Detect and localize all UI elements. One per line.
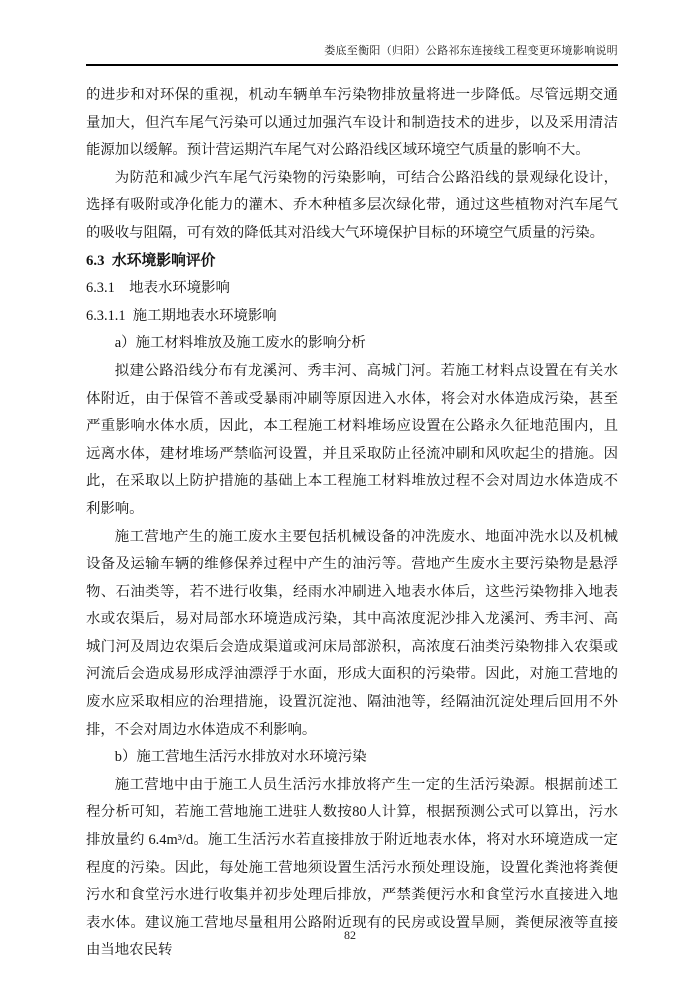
- paragraph-domestic-sewage: 施工营地中由于施工人员生活污水排放将产生一定的生活污染源。根据前述工程分析可知，若施工营地施工进驻人数按80人计算，根据预测公式可以算出，污水排放量约 6.4m³/d。施工生活污水若直接排放于附近地表水体，将对水环境造成一定程度的污染。因此，每处施工营地须设置生活污水预处理设施，设置化粪池将粪便污水和食堂污水进行收集并初步处理后排放，严禁粪便污水和食堂污水直接进入地表水体。建议施工营地尽量租用公路附近现有的民房或设置旱厕，粪便尿液等直接由当地农民转: [86, 776, 618, 959]
- paragraph-greening-mitigation: 为防范和减少汽车尾气污染物的污染影响，可结合公路沿线的景观绿化设计，选择有吸附或净化能力的灌木、乔木种植多层次绿化带，通过这些植物对汽车尾气的吸收与阻隔，可有效的降低其对沿线大气环境保护目标的环境空气质量的污染。: [86, 169, 618, 241]
- paragraph-construction-wastewater: 施工营地产生的施工废水主要包括机械设备的冲洗废水、地面冲洗水以及机械设备及运输车辆的维修保养过程中产生的油污等。营地产生废水主要污染物是悬浮物、石油类等，若不进行收集，经雨水冲刷进入地表水体后，这些污染物排入地表水或农渠后，易对局部水环境造成污染，其中高浓度泥沙排入龙溪河、秀丰河、高城门河及周边农渠后会造成渠道或河床局部淤积，高浓度石油类污染物排入农渠或河流后会造成易形成浮油漂浮于水面，形成大面积的污染带。因此，对施工营地的废水应采取相应的治理措施，设置沉淀池、隔油池等，经隔油沉淀处理后回用不外排，不会对周边水体造成不利影响。: [86, 528, 618, 738]
- section-heading-6-3-1-1: 6.3.1.1 施工期地表水环境影响: [86, 307, 277, 324]
- section-heading-6-3-1: 6.3.1 地表水环境影响: [86, 280, 230, 297]
- section-heading-6-3: 6.3 水环境影响评价: [86, 252, 216, 269]
- page-number: 82: [344, 928, 356, 942]
- paragraph-air-impact-continuation: 的进步和对环保的重视，机动车辆单车污染物排放量将进一步降低。尽管远期交通量加大，但汽车尾气污染可以通过加强汽车设计和制造技术的进步，以及采用清洁能源加以缓解。预计营运期汽车尾气对公路沿线区域环境空气质量的影响不大。: [86, 87, 618, 159]
- paragraph-material-stockpile: 拟建公路沿线分布有龙溪河、秀丰河、高城门河。若施工材料点设置在有关水体附近，由于保管不善或受暴雨冲刷等原因进入水体，将会对水体造成污染，甚至严重影响水体水质，因此，本工程施工材料堆场应设置在公路永久征地范围内，且远离水体，建材堆场严禁临河设置，并且采取防止径流冲刷和风吹起尘的措施。因此，在采取以上防护措施的基础上本工程施工材料堆放过程不会对周边水体造成不利影响。: [86, 362, 618, 517]
- running-header-title: 娄底至衡阳（归阳）公路祁东连接线工程变更环境影响说明: [86, 44, 618, 66]
- list-item-a-heading: a）施工材料堆放及施工废水的影响分析: [114, 335, 366, 352]
- document-body: [86, 82, 618, 965]
- list-item-b-heading: b）施工营地生活污水排放对水环境污染: [114, 749, 367, 766]
